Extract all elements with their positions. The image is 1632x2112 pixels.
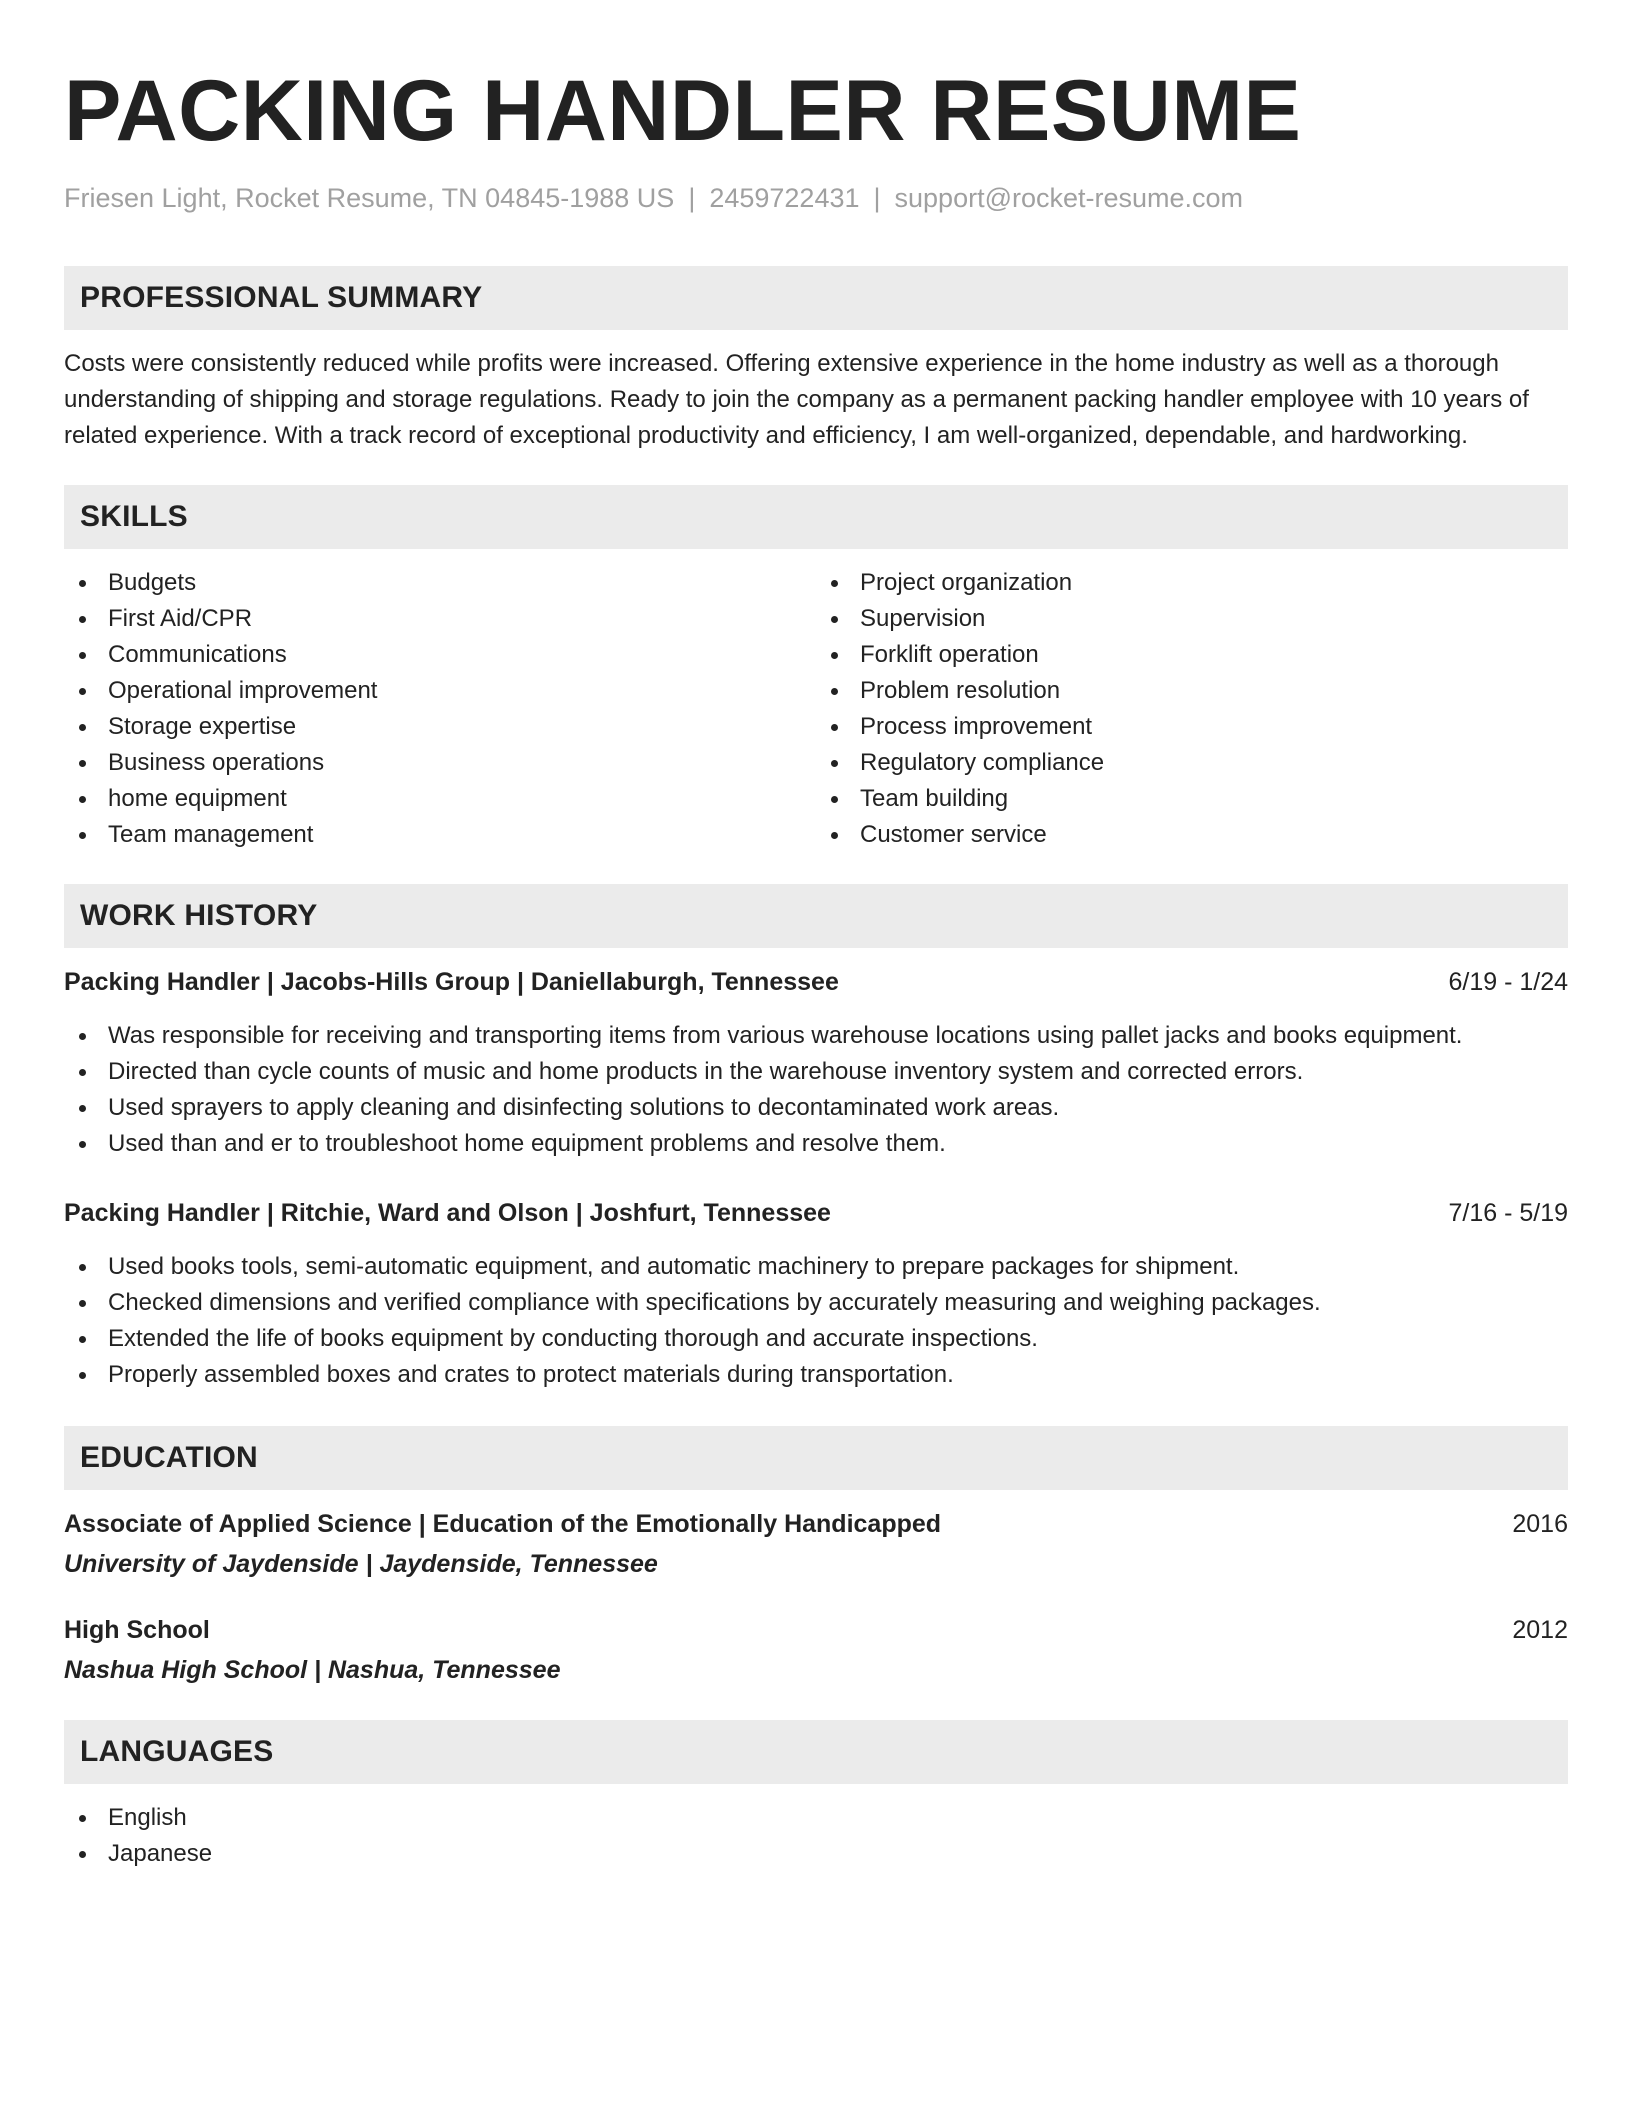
- section-heading-languages: LANGUAGES: [64, 1720, 1568, 1784]
- language-item: Japanese: [64, 1836, 1568, 1872]
- job-dates: 6/19 - 1/24: [1448, 968, 1568, 997]
- education-header: [64, 1612, 1568, 1648]
- job-title: Packing Handler | Jacobs-Hills Group | Daniellaburgh, Tennessee: [64, 968, 839, 997]
- education-degree: Associate of Applied Science | Education of the Emotionally Handicapped: [64, 1510, 942, 1539]
- job-entry: [64, 1195, 1568, 1393]
- skills-column-right: [816, 565, 1568, 853]
- skill-item: Regulatory compliance: [816, 745, 1568, 781]
- contact-phone: 2459722431: [709, 183, 860, 213]
- education-school: Nashua High School | Nashua, Tennessee: [64, 1656, 561, 1685]
- skills-list: [64, 565, 1568, 853]
- skill-item: Project organization: [816, 565, 1568, 601]
- job-header: [64, 1195, 1568, 1231]
- skill-item: Team building: [816, 781, 1568, 817]
- languages-list: [64, 1800, 1568, 1872]
- skill-item: Supervision: [816, 601, 1568, 637]
- skill-item: First Aid/CPR: [64, 601, 816, 637]
- job-dates: 7/16 - 5/19: [1448, 1199, 1568, 1228]
- section-heading-work-history: WORK HISTORY: [64, 884, 1568, 948]
- education-entry: [64, 1612, 1568, 1688]
- skill-item: Operational improvement: [64, 673, 816, 709]
- job-duty: Used books tools, semi-automatic equipment, and automatic machinery to prepare packages for shipment.: [64, 1249, 1568, 1285]
- education-entry: [64, 1506, 1568, 1582]
- skill-item: Process improvement: [816, 709, 1568, 745]
- job-duty: Checked dimensions and verified compliance with specifications by accurately measuring and weighing packages.: [64, 1285, 1568, 1321]
- job-entry: [64, 964, 1568, 1162]
- contact-address: Friesen Light, Rocket Resume, TN 04845-1988 US: [64, 183, 675, 213]
- skill-item: Customer service: [816, 817, 1568, 853]
- skill-item: Forklift operation: [816, 637, 1568, 673]
- education-year: 2016: [1512, 1510, 1568, 1539]
- job-duty: Extended the life of books equipment by conducting thorough and accurate inspections.: [64, 1321, 1568, 1357]
- section-heading-skills: SKILLS: [64, 485, 1568, 549]
- section-heading-education: EDUCATION: [64, 1426, 1568, 1490]
- job-duties: [64, 1018, 1568, 1162]
- job-duty: Used sprayers to apply cleaning and disinfecting solutions to decontaminated work areas.: [64, 1090, 1568, 1126]
- job-duties: [64, 1249, 1568, 1393]
- skill-item: Storage expertise: [64, 709, 816, 745]
- contact-line: [64, 182, 1568, 214]
- job-duty: Properly assembled boxes and crates to protect materials during transportation.: [64, 1357, 1568, 1393]
- section-heading-summary: PROFESSIONAL SUMMARY: [64, 266, 1568, 330]
- contact-separator: |: [873, 183, 881, 213]
- education-degree: High School: [64, 1616, 210, 1645]
- job-duty: Was responsible for receiving and transporting items from various warehouse locations using pallet jacks and books equipment.: [64, 1018, 1568, 1054]
- job-title: Packing Handler | Ritchie, Ward and Olson | Joshfurt, Tennessee: [64, 1199, 831, 1228]
- contact-email: support@rocket-resume.com: [894, 183, 1244, 213]
- skill-item: Team management: [64, 817, 816, 853]
- summary-text: Costs were consistently reduced while profits were increased. Offering extensive experience in the home industry as well as a thorough understanding of shipping and storage regulations. Ready to join the company as a permanent packing handler employee with 10 years of related experience. With a track record of exceptional productivity and efficiency, I am well-organized, dependable, and hardworking.: [64, 350, 1529, 450]
- education-header: [64, 1506, 1568, 1542]
- skills-column-left: [64, 565, 816, 853]
- language-item: English: [64, 1800, 1568, 1836]
- skill-item: home equipment: [64, 781, 816, 817]
- skill-item: Business operations: [64, 745, 816, 781]
- skill-item: Budgets: [64, 565, 816, 601]
- contact-separator: |: [688, 183, 696, 213]
- job-duty: Directed than cycle counts of music and home products in the warehouse inventory system and corrected errors.: [64, 1054, 1568, 1090]
- job-duty: Used than and er to troubleshoot home equipment problems and resolve them.: [64, 1126, 1568, 1162]
- education-school: University of Jaydenside | Jaydenside, Tennessee: [64, 1550, 658, 1579]
- skill-item: Problem resolution: [816, 673, 1568, 709]
- education-year: 2012: [1512, 1616, 1568, 1645]
- page-title: PACKING HANDLER RESUME: [64, 63, 1302, 159]
- skill-item: Communications: [64, 637, 816, 673]
- job-header: [64, 964, 1568, 1000]
